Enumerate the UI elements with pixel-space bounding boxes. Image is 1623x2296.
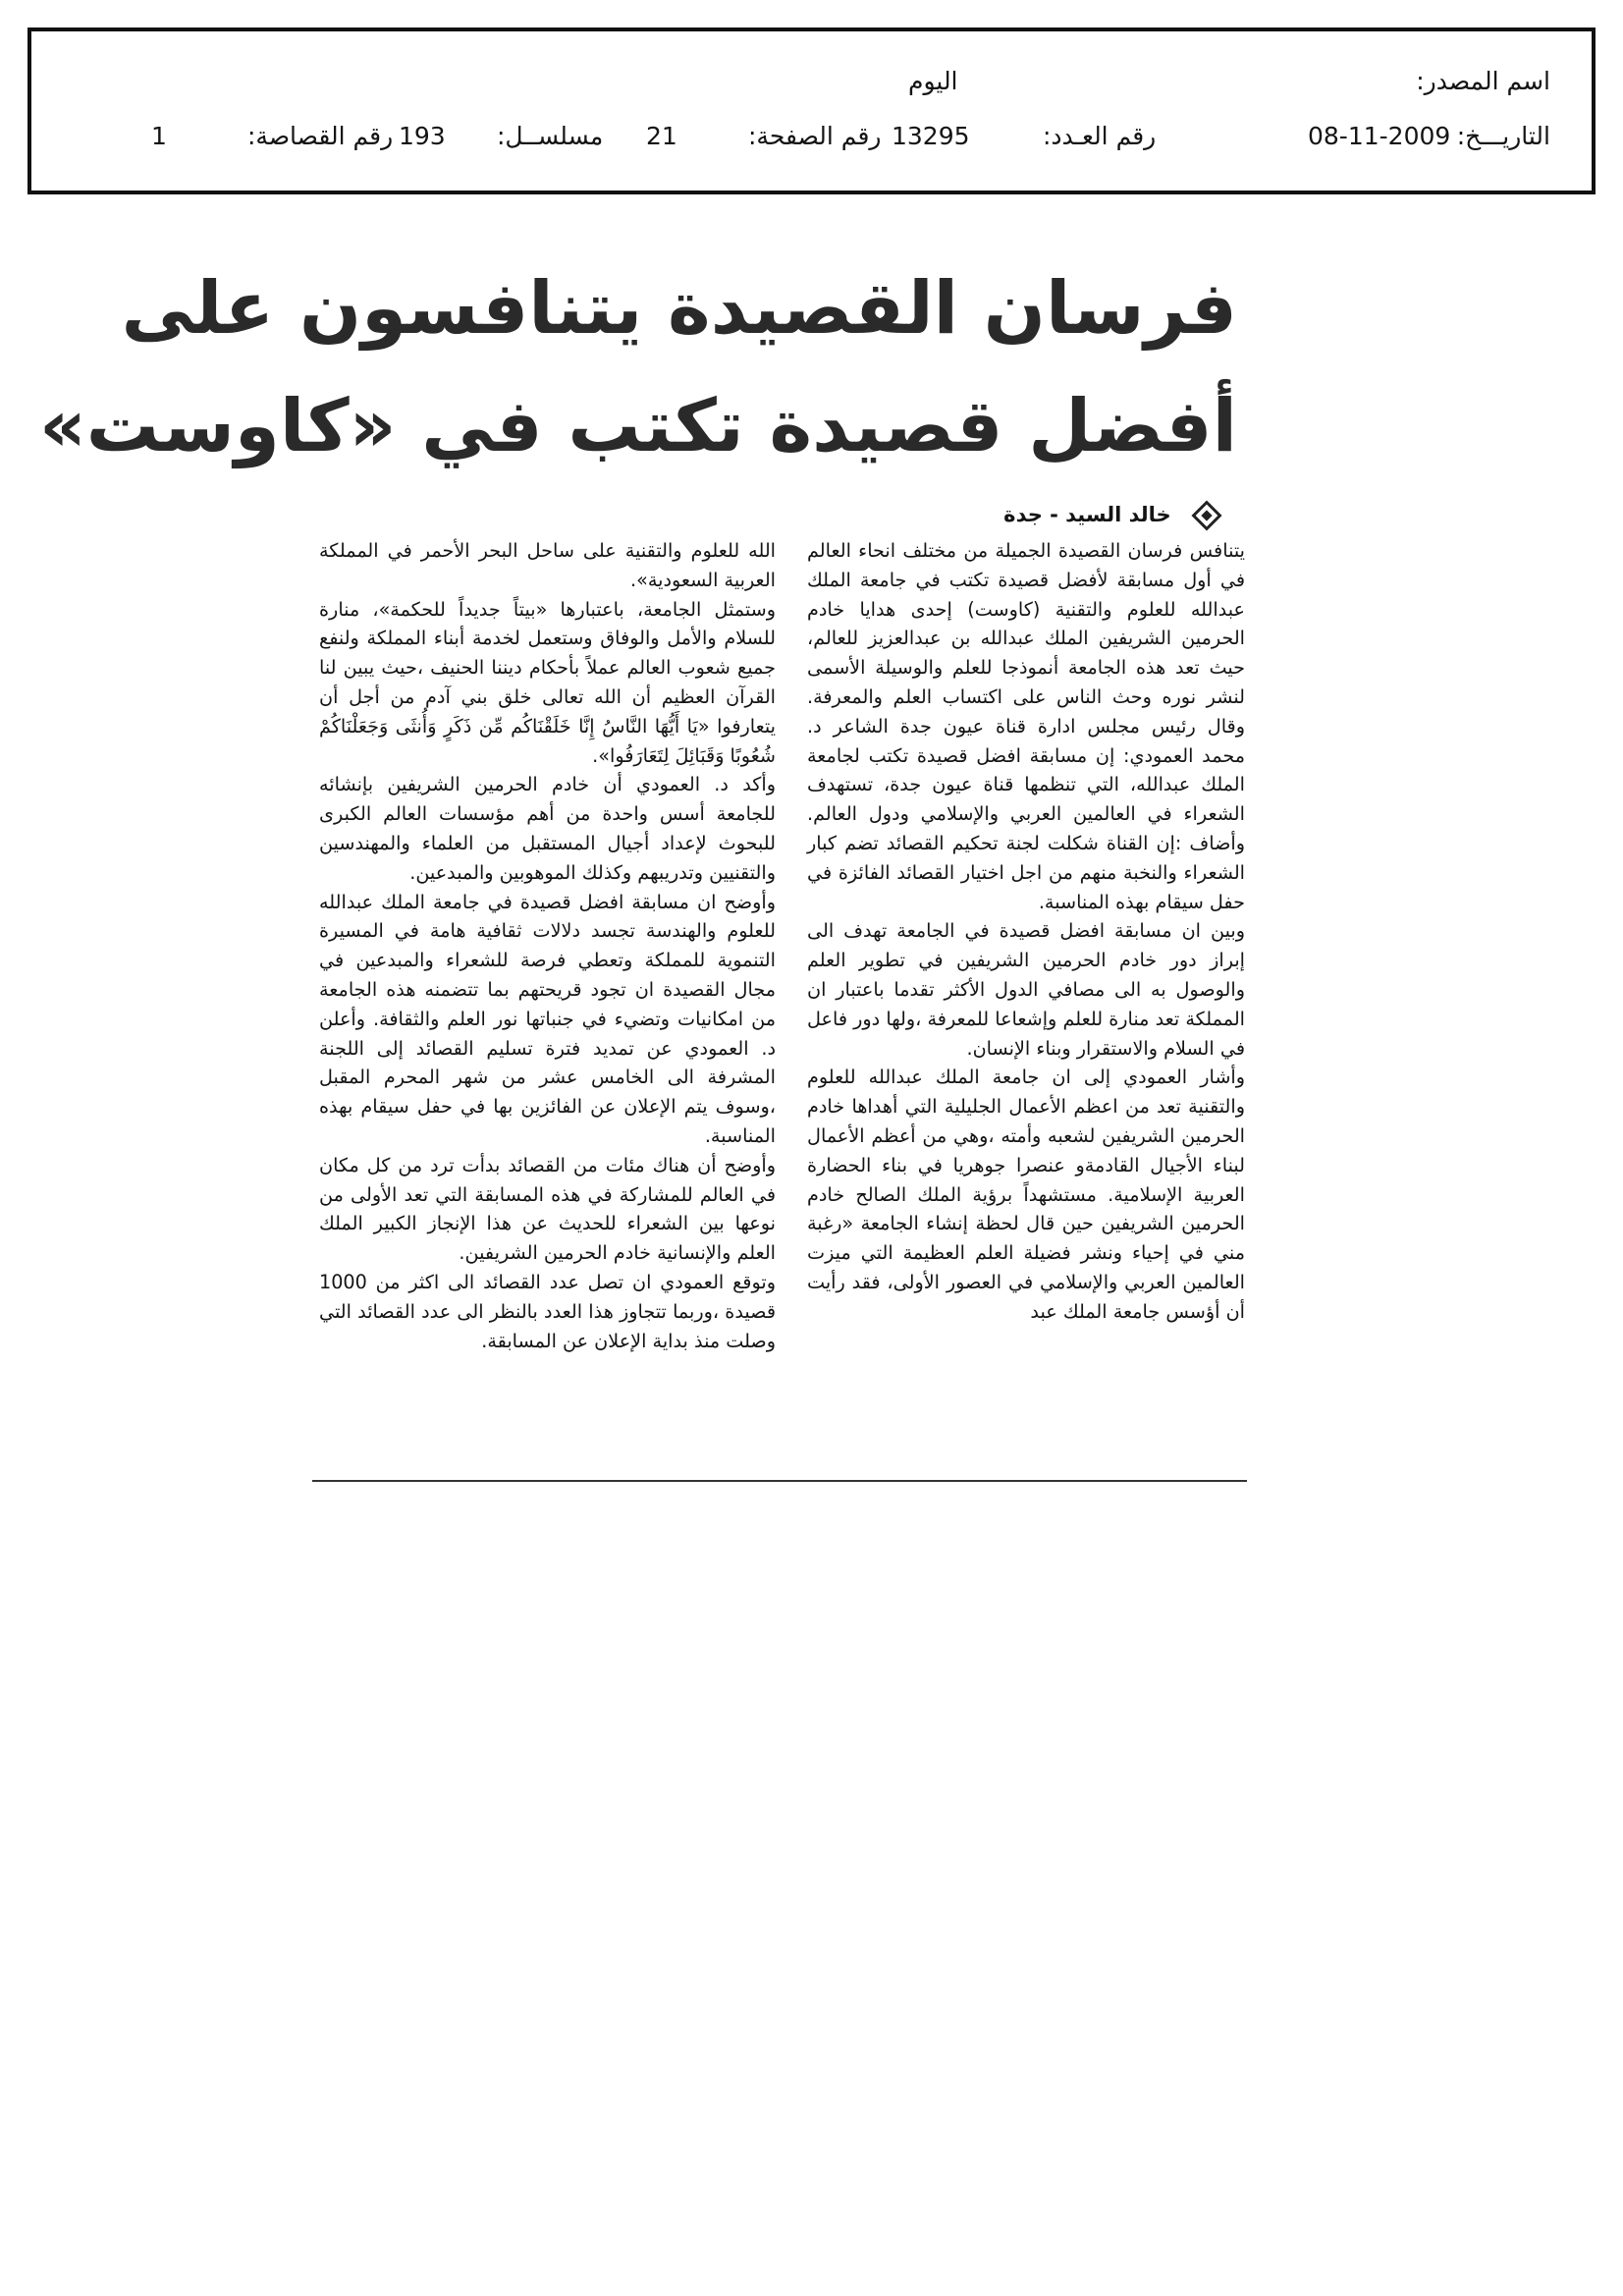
date-value: 08-11-2009 — [1308, 122, 1451, 150]
article-paragraph: وأوضح أن هناك مئات من القصائد بدأت ترد من كل مكان في العالم للمشاركة في هذه المسابقة التي تعد الأولى من نوعها بين الشعراء للحديث عن هذا الإنجاز الكبير الملك العلم والإنسانية خادم الحرمين الشريفين. — [319, 1153, 776, 1265]
article-paragraph: وأوضح ان مسابقة افضل قصيدة في جامعة الملك عبدالله للعلوم والهندسة تجسد دلالات ثقافية هامة في المسيرة التنموية للمملكة وتعطي فرصة للشعراء والمبدعين في مجال القصيدة ان تجود قريحتهم بما تتضمنه هذه الجامعة من امكانيات وتضيء في جنباتها نور العلم والثقافة. وأعلن د. العمودي عن تمديد فترة تسليم القصائد إلى اللجنة المشرفة الى الخامس عشر من شهر المحرم المقبل ،وسوف يتم الإعلان عن الفائزين بها في حفل سيقام بهذه المناسبة. — [319, 890, 776, 1147]
article-paragraph: وبين ان مسابقة افضل قصيدة في الجامعة تهدف الى إبراز دور خادم الحرمين الشريفين في تطوير العلم والوصول به الى مصافي الدول الأكثر تقدما باعتبار ان المملكة تعد منارة للعلم وإشعاعا للمعرفة ،ولها دور فاعل في السلام والاستقرار وبناء الإنسان. — [807, 919, 1245, 1060]
source-value: اليوم — [908, 67, 958, 95]
clip-value: 1 — [151, 122, 167, 150]
issue-value: 13295 — [892, 122, 970, 150]
source-label: اسم المصدر: — [1416, 67, 1550, 95]
headline-line-2: أفضل قصيدة تكتب في «كاوست» — [38, 384, 1237, 468]
article-paragraph: وأشار العمودي إلى ان جامعة الملك عبدالله للعلوم والتقنية تعد من اعظم الأعمال الجليلية التي أهداها خادم الحرمين الشريفين لشعبه وأمته ،وهي من أعظم الأعمال لبناء الأجيال القادمةو عنصرا جوهريا في بناء الحضارة العربية الإسلامية. مستشهداً برؤية الملك الصالح خادم الحرمين الشريفين حين قال لحظة إنشاء الجامعة «رغبة مني في إحياء ونشر فضيلة العلم العظيمة التي ميزت العالمين العربي والإسلامي في العصور الأولى، فقد رأيت أن أؤسس جامعة الملك عبد — [807, 1066, 1245, 1323]
article-bottom-rule — [312, 1480, 1247, 1482]
article-paragraph: وأكد د. العمودي أن خادم الحرمين الشريفين بإنشائه للجامعة أسس واحدة من أهم مؤسسات العالم الكبرى للبحوث لإعداد أجيال المستقبل من العلماء والمهندسين والتقنيين وتدريبهم وكذلك الموهوبين والمبدعين. — [319, 773, 776, 884]
headline-line-1: فرسان القصيدة يتنافسون على — [121, 266, 1237, 351]
clip-label: رقم القصاصة: — [247, 122, 394, 150]
article-column-right — [807, 536, 1245, 1327]
article-paragraph: يتنافس فرسان القصيدة الجميلة من مختلف انحاء العالم في أول مسابقة لأفضل قصيدة تكتب في جامعة الملك عبدالله للعلوم والتقنية (كاوست) إحدى هدايا خادم الحرمين الشريفين الملك عبدالله بن عبدالعزيز للعالم، حيث تعد هذه الجامعة أنموذجا للعلم والوسيلة الأسمى لنشر نوره وحث الناس على اكتساب العلم والمعرفة. وقال رئيس مجلس ادارة قناة عيون جدة الشاعر د. محمد العمودي: إن مسابقة افضل قصيدة تكتب لجامعة الملك عبدالله، التي تنظمها قناة عيون جدة، تستهدف الشعراء في العالمين العربي والإسلامي ودول العالم. وأضاف :إن القناة شكلت لجنة تحكيم القصائد تضم كبار الشعراء والنخبة منهم من اجل اختيار القصائد الفائزة في حفل سيقام بهذه المناسبة. — [807, 539, 1245, 913]
issue-label: رقم العـدد: — [1043, 122, 1157, 150]
article-paragraph: وتوقع العمودي ان تصل عدد القصائد الى اكثر من 1000 قصيدة ،وربما تتجاوز هذا العدد بالنظر الى عدد القصائد التي وصلت منذ بداية الإعلان عن المسابقة. — [319, 1270, 776, 1352]
article-paragraph: وستمثل الجامعة، باعتبارها «بيتاً جديداً للحكمة»، منارة للسلام والأمل والوفاق وستعمل لخدمة أبناء المملكة ولنفع جميع شعوب العالم عملاً بأحكام ديننا الحنيف ،حيث يبين لنا القرآن العظيم أن الله تعالى خلق بني آدم من أجل أن يتعارفوا «يَا أَيُّهَا النَّاسُ إِنَّا خَلَقْنَاكُم مِّن ذَكَرٍ وَأُنثَى وَجَعَلْنَاكُمْ شُعُوبًا وَقَبَائِلَ لِتَعَارَفُوا». — [319, 597, 776, 767]
page-value: 21 — [646, 122, 677, 150]
page-label: رقم الصفحة: — [748, 122, 882, 150]
date-label: التاريـــخ: — [1456, 122, 1550, 150]
serial-value: 193 — [399, 122, 446, 150]
byline-text: خالد السيد - جدة — [1003, 503, 1171, 526]
serial-label: مسلســل: — [497, 122, 604, 150]
article-column-left — [319, 536, 776, 1355]
clipping-metadata-box — [27, 27, 1596, 194]
byline-marker-icon — [1191, 500, 1221, 530]
article-paragraph: الله للعلوم والتقنية على ساحل البحر الأحمر في المملكة العربية السعودية». — [319, 539, 776, 591]
